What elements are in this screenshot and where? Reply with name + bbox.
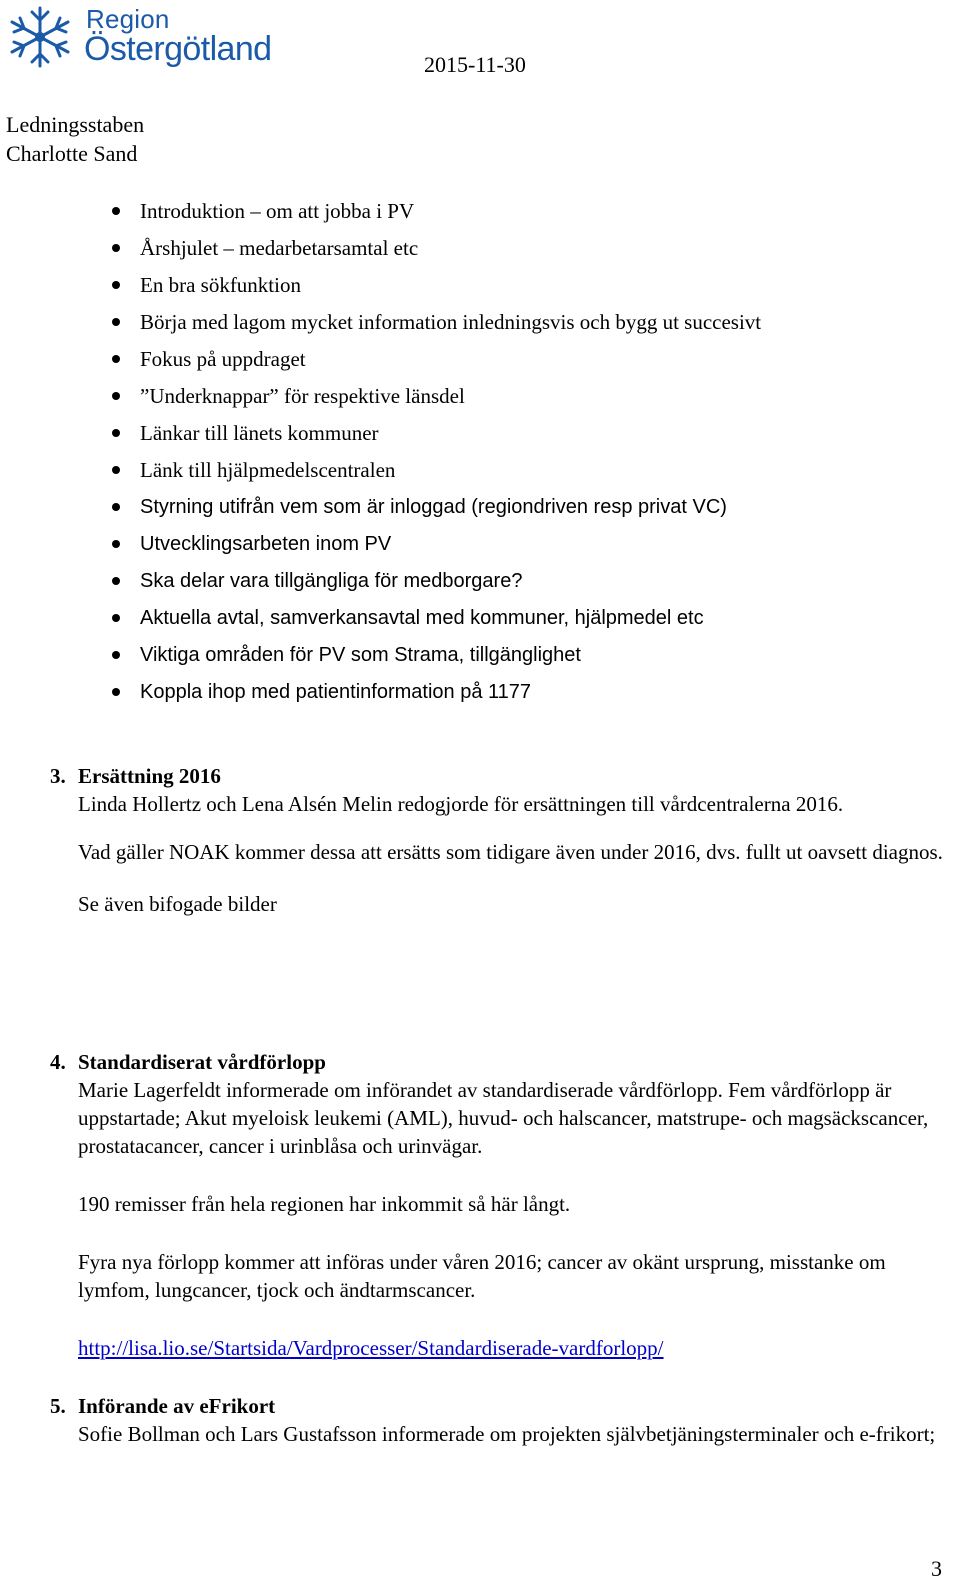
section-standardiserat-vardforlopp xyxy=(50,1048,950,1362)
list-item: Introduktion – om att jobba i PV xyxy=(110,197,761,234)
list-item: Aktuella avtal, samverkansavtal med kommuner, hjälpmedel etc xyxy=(110,604,761,641)
document-date: 2015-11-30 xyxy=(424,52,526,77)
bullet-list xyxy=(110,197,761,715)
vardforlopp-link[interactable]: http://lisa.lio.se/Startsida/Vardprocesser/Standardiserade-vardforlopp/ xyxy=(78,1336,664,1360)
bullet-icon xyxy=(112,318,120,326)
logo-text-region: Region xyxy=(86,4,170,34)
bullet-icon xyxy=(112,355,120,363)
paragraph: Vad gäller NOAK kommer dessa att ersätts som tidigare även under 2016, dvs. fullt ut oavsett diagnos. xyxy=(78,840,943,864)
page-number: 3 xyxy=(931,1556,942,1581)
bullet-icon xyxy=(112,207,120,215)
paragraph: Fyra nya förlopp kommer att införas under våren 2016; cancer av okänt ursprung, misstanke om lymfom, lungcancer, tjock och ändtarmscancer. xyxy=(78,1250,886,1302)
list-item: Länk till hjälpmedelscentralen xyxy=(110,456,761,493)
section-heading: 4. Standardiserat vårdförlopp xyxy=(50,1050,326,1074)
section-ersattning xyxy=(50,762,950,918)
list-item: Styrning utifrån vem som är inloggad (regiondriven resp privat VC) xyxy=(110,493,761,530)
bullet-icon xyxy=(112,577,120,585)
section-heading: 5. Införande av eFrikort xyxy=(50,1394,276,1418)
section-heading: 3. Ersättning 2016 xyxy=(50,764,221,788)
section-efrikort xyxy=(50,1392,950,1448)
list-item: ”Underknappar” för respektive länsdel xyxy=(110,382,761,419)
bullet-icon xyxy=(112,688,120,696)
list-item: Utvecklingsarbeten inom PV xyxy=(110,530,761,567)
bullet-icon xyxy=(112,281,120,289)
bullet-icon xyxy=(112,244,120,252)
bullet-icon xyxy=(112,614,120,622)
bullet-icon xyxy=(112,466,120,474)
logo-text-ostergotland: Östergötland xyxy=(84,30,272,68)
bullet-icon xyxy=(112,651,120,659)
snowflake-logo-icon xyxy=(4,4,76,70)
paragraph: Se även bifogade bilder xyxy=(78,892,277,916)
bullet-icon xyxy=(112,392,120,400)
list-item: Länkar till länets kommuner xyxy=(110,419,761,456)
paragraph: 190 remisser från hela regionen har inkommit så här långt. xyxy=(78,1192,571,1216)
bullet-icon xyxy=(112,540,120,548)
list-item: Fokus på uppdraget xyxy=(110,345,761,382)
region-ostergotland-logo xyxy=(4,2,304,72)
list-item: Viktiga områden för PV som Strama, tillgänglighet xyxy=(110,641,761,678)
paragraph: Linda Hollertz och Lena Alsén Melin redogjorde för ersättningen till vårdcentralerna 2016. xyxy=(78,792,844,816)
paragraph: Marie Lagerfeldt informerade om införandet av standardiserade vårdförlopp. Fem vårdförlopp är uppstartade; Akut myeloisk leukemi (AML), huvud- och halscancer, matstrupe- och magsäckscancer, prostatacancer, cancer i urinblåsa och urinvägar. xyxy=(78,1078,929,1158)
list-item: Ska delar vara tillgängliga för medborgare? xyxy=(110,567,761,604)
bullet-icon xyxy=(112,503,120,511)
list-item: Börja med lagom mycket information inledningsvis och bygg ut succesivt xyxy=(110,308,761,345)
list-item: Koppla ihop med patientinformation på 1177 xyxy=(110,678,761,715)
author-name: Charlotte Sand xyxy=(6,141,138,166)
list-item: En bra sökfunktion xyxy=(110,271,761,308)
department-name: Ledningsstaben xyxy=(6,112,145,137)
paragraph: Sofie Bollman och Lars Gustafsson informerade om projekten självbetjäningsterminaler och e-frikort; xyxy=(78,1422,936,1446)
document-sender xyxy=(6,110,144,168)
bullet-icon xyxy=(112,429,120,437)
list-item: Årshjulet – medarbetarsamtal etc xyxy=(110,234,761,271)
